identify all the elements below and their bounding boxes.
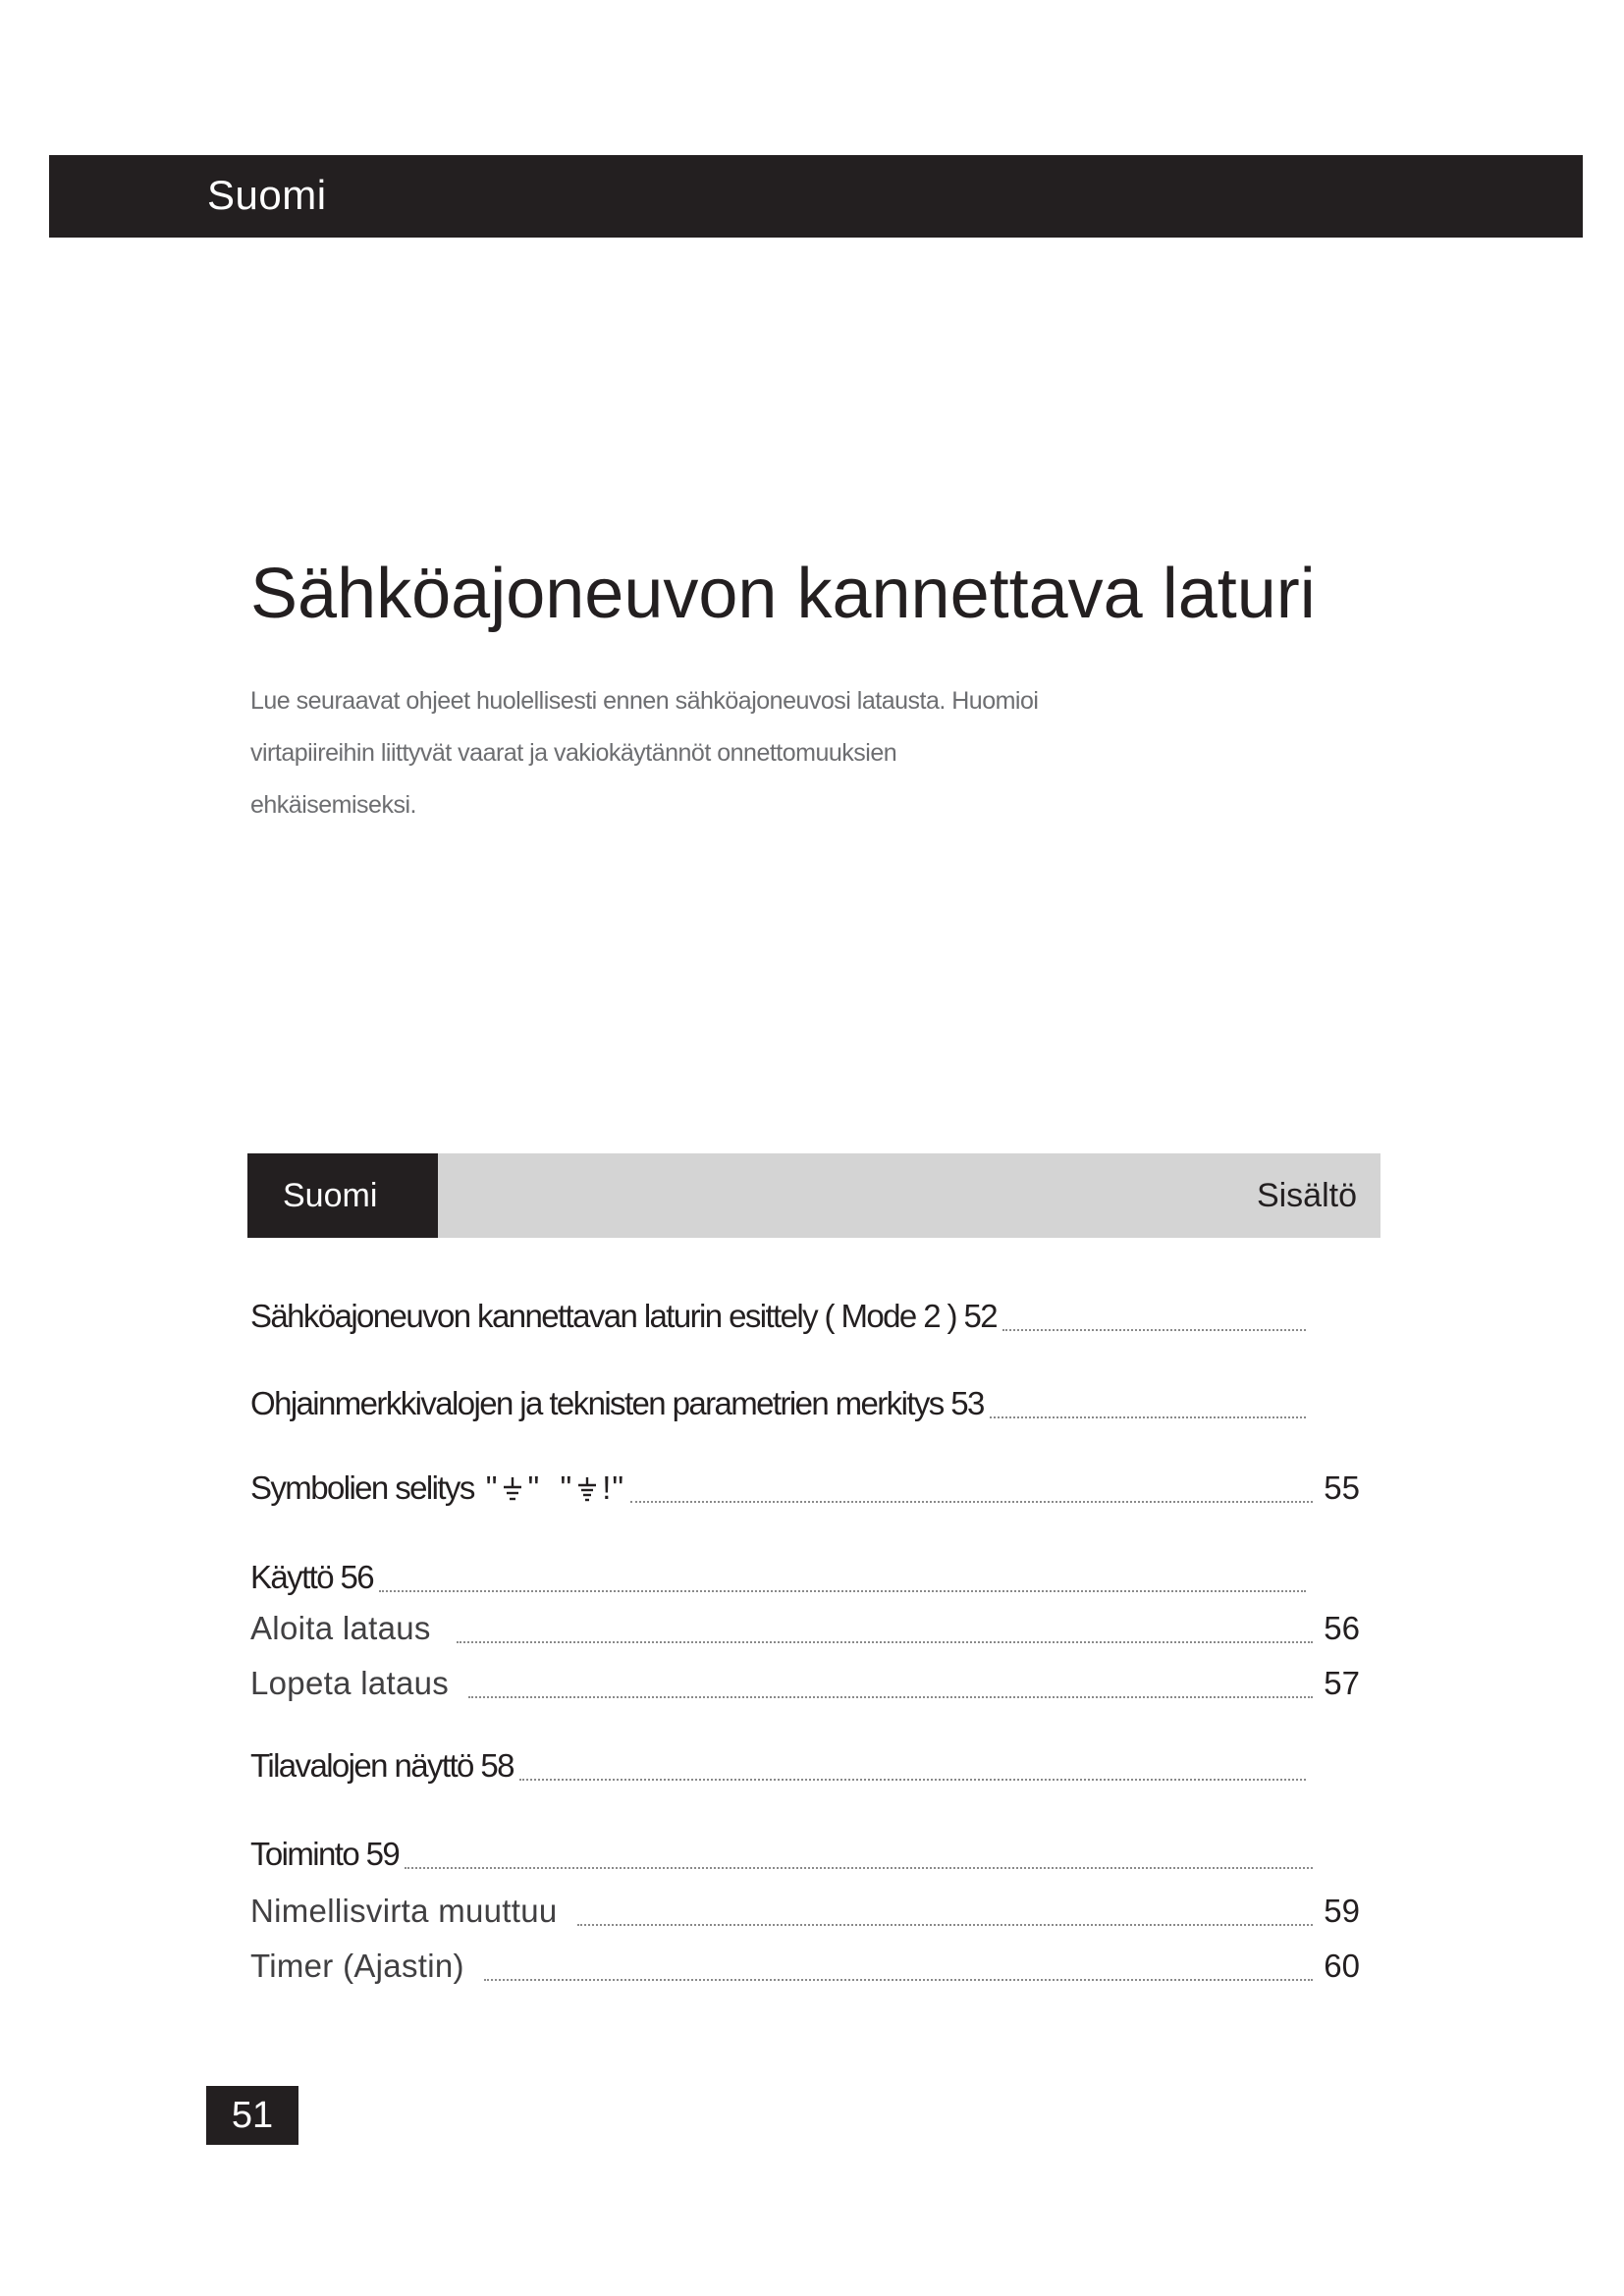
toc-header-bar bbox=[247, 1153, 1380, 1238]
language-header-bar bbox=[49, 155, 1583, 238]
toc-entry-text: Nimellisvirta muuttuu bbox=[250, 1893, 558, 1929]
toc-leader bbox=[405, 1867, 1313, 1869]
intro-line: Lue seuraavat ohjeet huolellisesti ennen sähköajoneuvosi latausta. Huomioi bbox=[250, 687, 1039, 715]
ground-warning-icon bbox=[576, 1475, 598, 1503]
intro-line: virtapiireihin liittyvät vaarat ja vakiokäytännöt onnettomuuksien bbox=[250, 739, 897, 767]
toc-leader bbox=[519, 1779, 1306, 1781]
toc-entry-text: Aloita lataus bbox=[250, 1610, 431, 1646]
toc-entry[interactable] bbox=[250, 1385, 1360, 1434]
toc-subentry[interactable] bbox=[250, 1948, 1360, 1997]
toc-entry-text: Toiminto 59 bbox=[250, 1836, 400, 1872]
toc-leader bbox=[379, 1590, 1306, 1592]
document-title: Sähköajoneuvon kannettava laturi bbox=[250, 555, 1316, 633]
toc-language-label: Suomi bbox=[247, 1153, 438, 1238]
document-intro bbox=[250, 675, 1154, 831]
toc-entry-text: Käyttö 56 bbox=[250, 1559, 374, 1595]
toc-entry[interactable] bbox=[250, 1559, 1360, 1608]
toc-entry-text: Tilavalojen näyttö 58 bbox=[250, 1747, 514, 1784]
toc-leader bbox=[484, 1979, 1313, 1981]
page-number: 51 bbox=[206, 2086, 298, 2145]
intro-line: ehkäisemiseksi. bbox=[250, 791, 416, 819]
toc-entry[interactable] bbox=[250, 1469, 1360, 1519]
toc-page-number: 55 bbox=[1324, 1469, 1360, 1506]
toc-entry-text: Timer (Ajastin) bbox=[250, 1948, 464, 1984]
toc-page-number: 60 bbox=[1324, 1948, 1360, 1984]
toc-entry-text: Symbolien selitys bbox=[250, 1469, 474, 1506]
toc-page-number: 57 bbox=[1324, 1665, 1360, 1701]
toc-leader bbox=[990, 1416, 1306, 1418]
toc-leader bbox=[630, 1501, 1313, 1503]
toc-leader bbox=[457, 1641, 1313, 1643]
toc-leader bbox=[1002, 1329, 1306, 1331]
toc-entry[interactable] bbox=[250, 1298, 1360, 1347]
toc-leader bbox=[577, 1924, 1313, 1926]
toc-page-number: 59 bbox=[1324, 1893, 1360, 1929]
toc-entry-text: Ohjainmerkkivalojen ja teknisten parametrien merkitys 53 bbox=[250, 1385, 984, 1421]
toc-page-number: 56 bbox=[1324, 1610, 1360, 1646]
toc-entry[interactable] bbox=[250, 1836, 1360, 1885]
toc-entry[interactable] bbox=[250, 1747, 1360, 1796]
toc-entry-text: Sähköajoneuvon kannettavan laturin esittely ( Mode 2 ) 52 bbox=[250, 1298, 998, 1334]
toc-subentry[interactable] bbox=[250, 1665, 1360, 1714]
ground-icon bbox=[502, 1475, 523, 1503]
toc-subentry[interactable] bbox=[250, 1893, 1360, 1942]
ground-symbols: " " " !" bbox=[485, 1469, 625, 1506]
toc-leader bbox=[468, 1696, 1313, 1698]
toc-entry-text: Lopeta lataus bbox=[250, 1665, 450, 1701]
toc-heading: Sisältö bbox=[1256, 1177, 1357, 1214]
language-label: Suomi bbox=[207, 172, 327, 218]
toc-subentry[interactable] bbox=[250, 1610, 1360, 1659]
